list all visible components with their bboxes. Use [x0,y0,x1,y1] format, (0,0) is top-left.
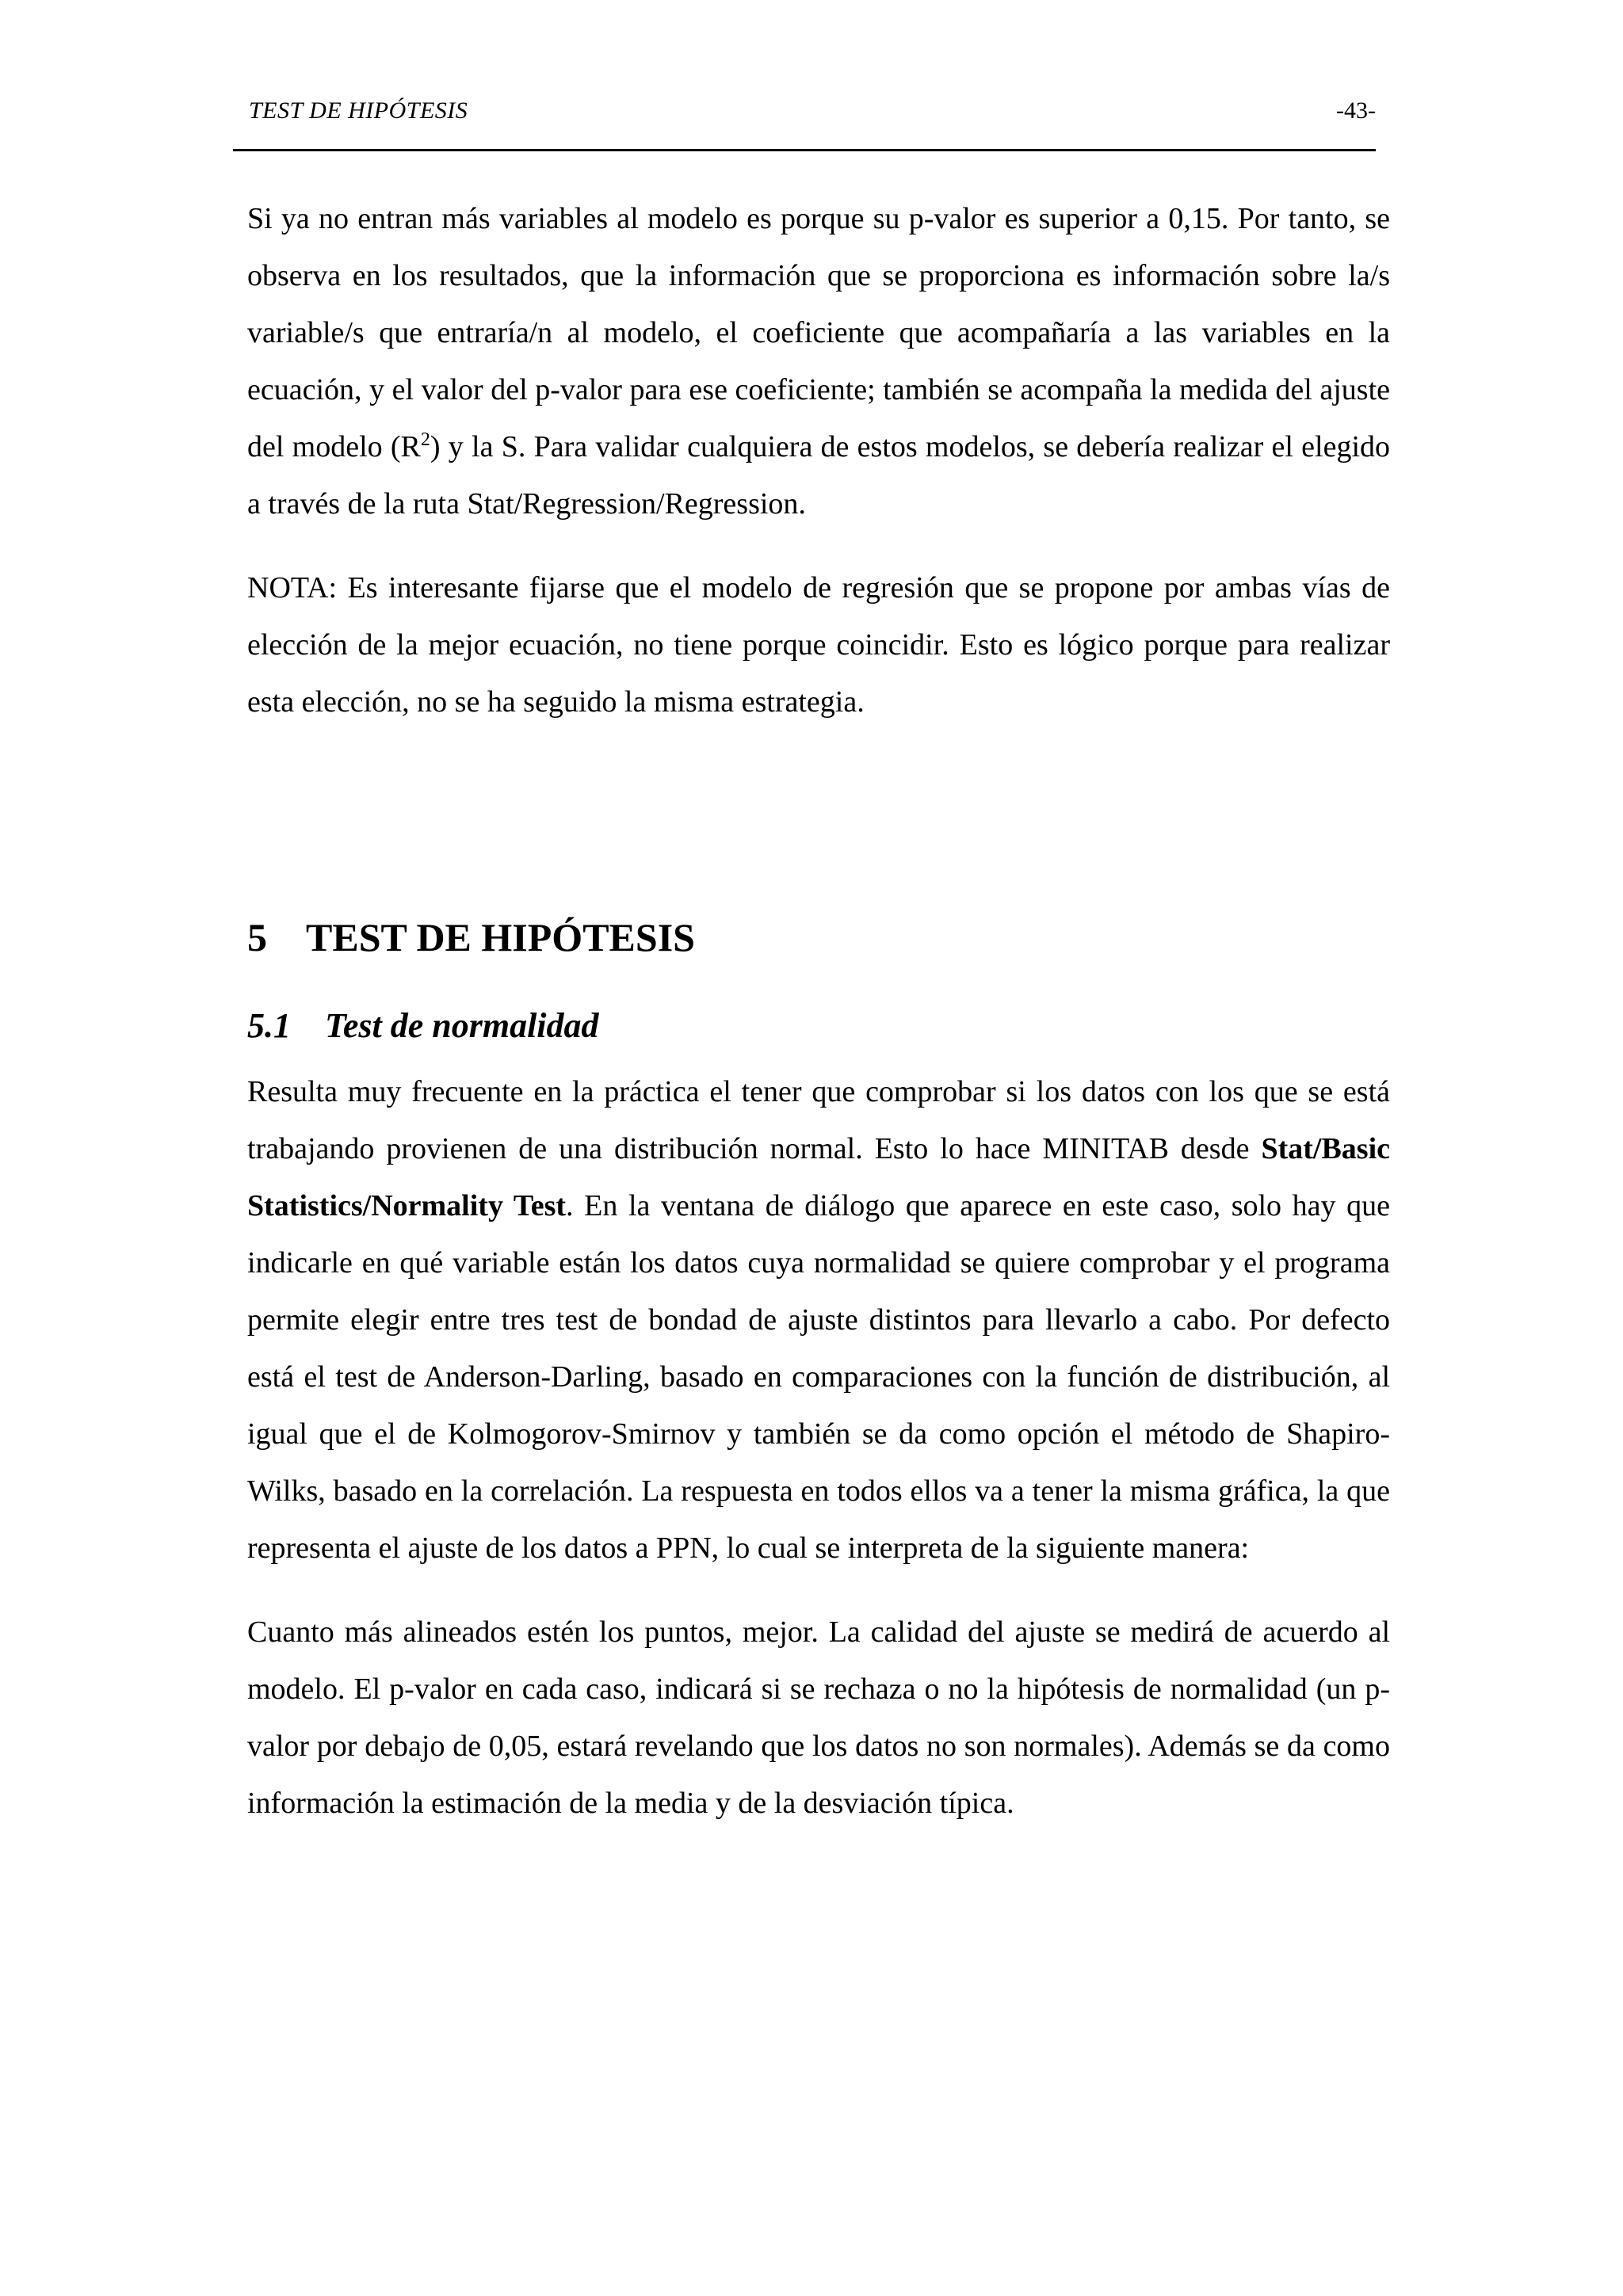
paragraph-text: Resulta muy frecuente en la práctica el tener que comprobar si los datos con los que se está trabajando provienen de una distribución normal. Esto lo hace MINITAB desde [247,1075,1390,1165]
normality-text [247,1063,1390,1832]
paragraph-text: ) y la S. Para validar cualquiera de estos modelos, se debería realizar el elegido a través de la ruta Stat/Regression/Regression. [247,430,1390,521]
subsection-heading [247,1001,599,1051]
section-number: 5 [247,915,267,959]
menu-path: Stat/Basic Statistics/Normality Test [247,1132,1390,1222]
paragraph-nota: NOTA: Es interesante fijarse que el modelo de regresión que se propone por ambas vías de elección de la mejor ecuación, no tiene porque coincidir. Esto es lógico porque para realizar esta elección, no se ha seguido la misma estrategia. [247,571,1390,719]
paragraph-text: . En la ventana de diálogo que aparece en este caso, solo hay que indicarle en qué variable están los datos cuya normalidad se quiere comprobar y el programa permite elegir entre tres test de bondad de ajuste distintos para llevarlo a cabo. Por defecto está el test de Anderson-Darling, basado en comparaciones con la función de distribución, al igual que el de Kolmogorov-Smirnov y también se da como opción el método de Shapiro-Wilks, basado en la correlación. La respuesta en todos ellos va a tener la misma gráfica, la que representa el ajuste de los datos a PPN, lo cual se interpreta de la siguiente manera: [247,1189,1390,1565]
running-title: TEST DE HIPÓTESIS [249,97,468,124]
superscript: 2 [420,429,430,450]
paragraph-interpretation: Cuanto más alineados estén los puntos, mejor. La calidad del ajuste se medirá de acuerdo al modelo. El p-valor en cada caso, indicará si se rechaza o no la hipótesis de normalidad (un p-valor por debajo de 0,05, estará revelando que los datos no son normales). Además se da como información la estimación de la media y de la desviación típica. [247,1615,1390,1820]
paragraph-normality [247,1063,1390,1577]
section-title: TEST DE HIPÓTESIS [306,915,695,959]
section-heading [247,910,695,965]
paragraph-text: Si ya no entran más variables al modelo es porque su p-valor es superior a 0,15. Por tanto, se observa en los resultados, que la información que se proporciona es información sobre la/s variable/s que entraría/n al modelo, el coeficiente que acompañaría a las variables en la ecuación, y el valor del p-valor para ese coeficiente; también se acompaña la medida del ajuste del modelo (R [247,202,1390,463]
subsection-title: Test de normalidad [325,1006,599,1045]
paragraph-variables [247,190,1390,532]
page-header [233,93,1376,151]
subsection-number: 5.1 [247,1006,291,1045]
page-number: -43- [1336,97,1376,124]
intro-text [247,190,1390,730]
